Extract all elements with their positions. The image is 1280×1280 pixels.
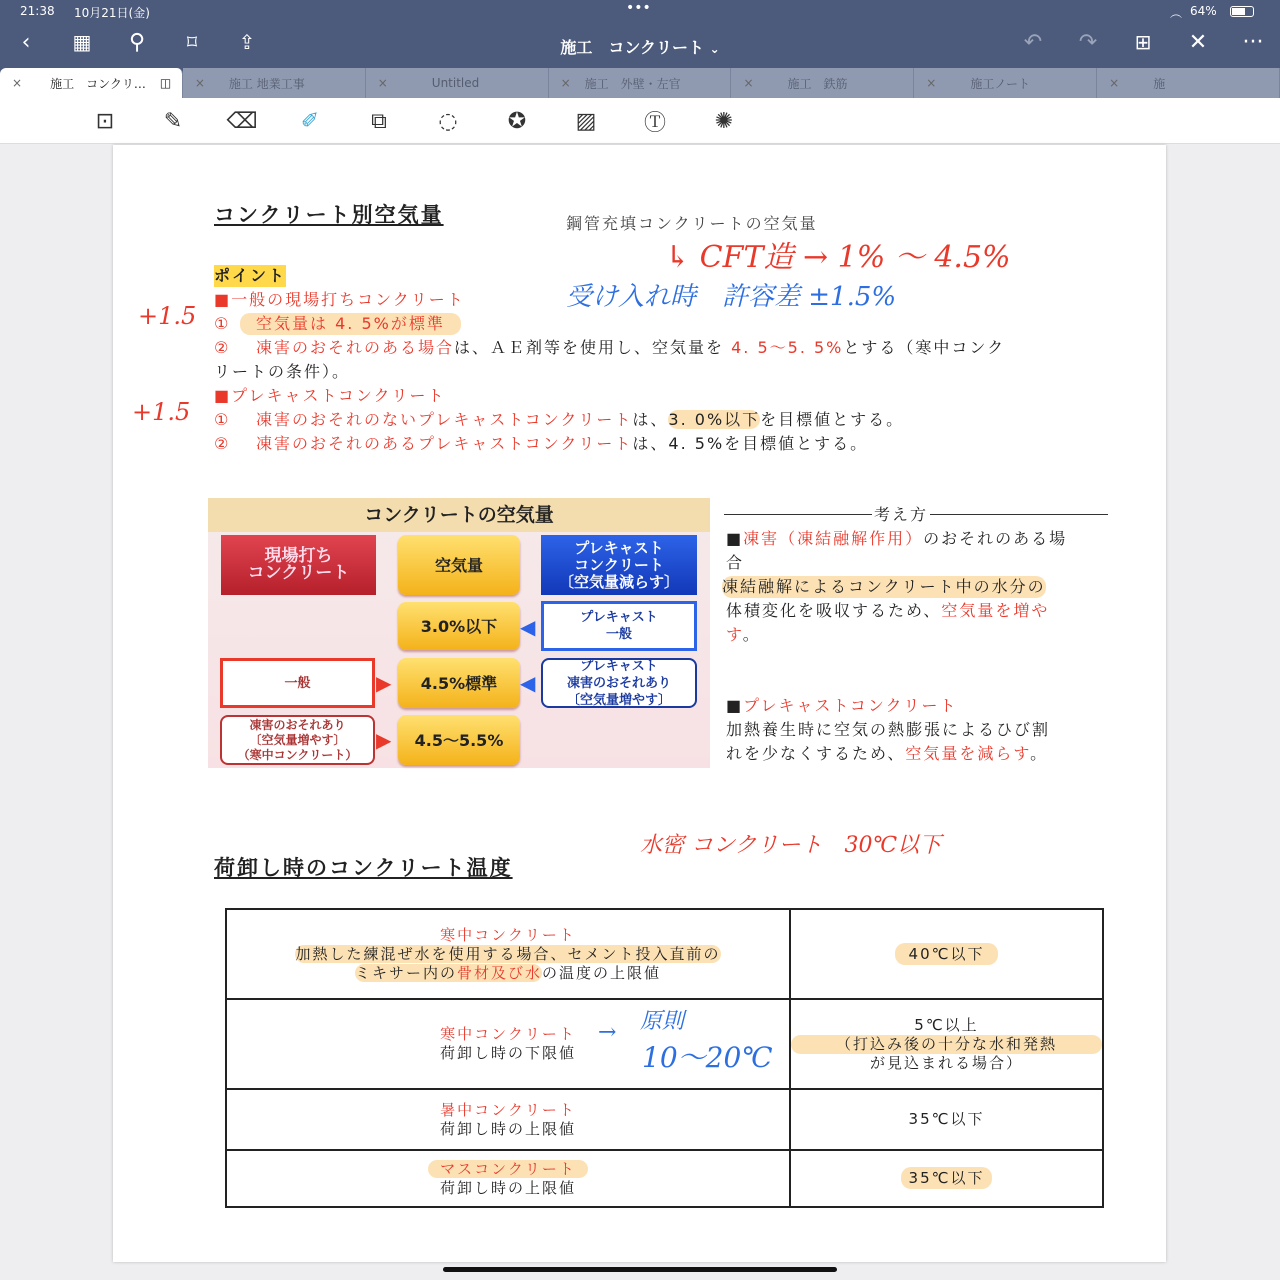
split-view-icon[interactable]: ◫	[159, 76, 172, 90]
thinking-frost-heading: ■凍害（凍結融解作用）のおそれのある場	[726, 529, 1068, 548]
table-cell: 5℃以上 （打込み後の十分な水和発熱 が見込まれる場合）	[790, 999, 1103, 1089]
zoom-window-icon[interactable]: ⊡	[95, 108, 115, 134]
thinking-text: 凍結融解によるコンクリート中の水分の	[722, 577, 1046, 596]
table-row	[226, 1150, 1103, 1207]
subtitle-cft: 鋼管充填コンクリートの空気量	[566, 214, 818, 233]
tab-label: 施工 地業工事	[228, 76, 305, 91]
title-text: 施工 コンクリート	[560, 38, 705, 57]
close-tab-icon[interactable]: ×	[560, 76, 571, 90]
status-date: 10月21日(金)	[74, 6, 150, 20]
tab-label: 施工 外壁・左官	[584, 76, 681, 91]
tab-bar	[0, 68, 1280, 98]
handwritten-tolerance: 受け入れ時 許容差 ±1.5%	[566, 282, 897, 312]
sticker-icon[interactable]: ✪	[507, 108, 527, 134]
item-number: ①	[214, 410, 231, 429]
chevron-down-icon: ⌄	[709, 42, 720, 56]
tool-bar	[0, 98, 1280, 144]
thinking-precast-heading: ■プレキャストコンクリート	[726, 696, 958, 715]
grid-icon[interactable]: ▦	[72, 30, 92, 54]
tab-foundation[interactable]	[183, 68, 366, 98]
handwritten-cft: ↳ CFT造 → 1% 〜 4.5%	[665, 240, 1011, 275]
diagram-onsite: 現場打ち コンクリート	[221, 535, 376, 595]
item-frost-risk: 凍害のおそれのある場合は、ＡＥ剤等を使用し、空気量を 4. 5〜5. 5%とする（寒中コンク	[256, 338, 1006, 357]
point-label: ポイント	[214, 266, 287, 285]
search-icon[interactable]: ⚲	[128, 30, 146, 55]
item-number: ①	[214, 314, 231, 333]
pen-icon[interactable]: ✎	[163, 108, 183, 134]
thinking-text: す。	[726, 625, 761, 644]
tab-untitled[interactable]	[366, 68, 549, 98]
tab-concrete[interactable]	[0, 68, 183, 98]
section-general: ■一般の現場打ちコンクリート	[214, 290, 465, 309]
battery-icon	[1230, 6, 1254, 17]
table-cell: 暑中コンクリート 荷卸し時の上限値	[226, 1089, 790, 1150]
diagram-value-3: 3.0%以下	[398, 602, 520, 650]
item-number: ②	[214, 434, 231, 453]
diagram-precast: プレキャスト コンクリート 〔空気量減らす〕	[541, 535, 697, 595]
close-tab-icon[interactable]: ×	[377, 76, 388, 90]
close-toolbar-icon[interactable]: ✕	[1188, 30, 1208, 55]
diagram-air: 空気量	[398, 535, 520, 595]
table-cell: マスコンクリート 荷卸し時の上限値	[226, 1150, 790, 1207]
status-time: 21:38	[20, 4, 55, 18]
arrow-right-icon: ▶	[376, 671, 392, 695]
handwritten-range: 10〜20℃	[642, 1041, 773, 1074]
heading-temperature: 荷卸し時のコンクリート温度	[214, 856, 513, 880]
tab-more[interactable]	[1097, 68, 1280, 98]
table-cell: 寒中コンクリート 荷卸し時の下限値	[226, 999, 790, 1089]
bookmark-icon[interactable]: ⌑	[186, 30, 198, 54]
diagram-value-range: 4.5〜5.5%	[398, 715, 520, 765]
top-bar	[0, 0, 1280, 98]
arrow-right-icon: ▶	[376, 728, 392, 752]
diagram-general: 一般	[220, 658, 375, 708]
diagram-title: コンクリートの空気量	[208, 498, 710, 532]
item-number: ②	[214, 338, 231, 357]
thinking-title: 考え方	[874, 505, 929, 524]
close-tab-icon[interactable]: ×	[1109, 76, 1120, 90]
back-icon[interactable]: ‹	[21, 30, 31, 55]
tab-label: 施工ノート	[970, 76, 1030, 91]
heading-air-content: コンクリート別空気量	[214, 203, 444, 227]
laser-pointer-icon[interactable]: ✺	[714, 108, 734, 134]
handwritten-plus: +1.5	[138, 302, 197, 330]
eraser-icon[interactable]: ⌫	[226, 108, 258, 134]
table-cell: 40℃以下	[790, 909, 1103, 999]
thinking-text: 体積変化を吸収するため、空気量を増や	[726, 601, 1050, 620]
diagram-precast-general: プレキャスト 一般	[541, 601, 697, 651]
multitask-dots-icon[interactable]: •••	[626, 0, 651, 16]
thinking-text: 加熱養生時に空気の熱膨張によるひび割	[726, 720, 1051, 739]
item-precast-frost: 凍害のおそれのあるプレキャストコンクリートは、4. 5%を目標値とする。	[256, 434, 869, 453]
add-page-icon[interactable]: ⊞	[1134, 30, 1152, 54]
more-icon[interactable]: ···	[1242, 30, 1264, 55]
item-general-standard: 空気量は 4. 5%が標準	[240, 313, 461, 335]
shapes-icon[interactable]: ⧉	[371, 108, 387, 134]
tab-label: Untitled	[431, 76, 480, 90]
home-indicator[interactable]	[443, 1267, 837, 1272]
diagram-value-4-5: 4.5%標準	[398, 658, 520, 708]
thinking-text: れを少なくするため、空気量を減らす。	[726, 744, 1049, 763]
tab-label: 施	[1153, 76, 1166, 91]
air-content-diagram	[208, 498, 710, 768]
lasso-icon[interactable]: ◌	[438, 108, 458, 134]
battery-level: 64%	[1190, 4, 1217, 18]
tab-exterior[interactable]	[549, 68, 732, 98]
redo-icon[interactable]: ↷	[1078, 30, 1098, 55]
share-icon[interactable]: ⇪	[238, 30, 256, 54]
wifi-icon: ︵	[1170, 6, 1183, 20]
table-cell: 35℃以下	[790, 1150, 1103, 1207]
handwritten-plus: +1.5	[132, 398, 191, 426]
tab-notes[interactable]	[914, 68, 1097, 98]
section-precast: ■プレキャストコンクリート	[214, 386, 446, 405]
close-tab-icon[interactable]: ×	[926, 76, 937, 90]
item-frost-risk-cont: リートの条件）。	[214, 362, 351, 381]
item-precast-no-frost: 凍害のおそれのないプレキャストコンクリートは、3. 0%以下を目標値とする。	[256, 410, 905, 429]
table-row	[226, 1089, 1103, 1150]
diagram-precast-frost: プレキャスト 凍害のおそれあり 〔空気量増やす〕	[541, 658, 697, 708]
diagram-frost: 凍害のおそれあり 〔空気量増やす〕 （寒中コンクリート）	[220, 715, 375, 765]
close-tab-icon[interactable]: ×	[12, 76, 23, 90]
close-tab-icon[interactable]: ×	[194, 76, 205, 90]
table-cell: 35℃以下	[790, 1089, 1103, 1150]
handwritten-rule: 原則	[640, 1009, 685, 1034]
text-icon[interactable]: Ⓣ	[643, 110, 666, 136]
table-row	[226, 909, 1103, 999]
tab-label: 施工 鉄筋	[787, 76, 848, 91]
arrow-left-icon: ◀	[520, 671, 536, 695]
image-icon[interactable]: ▨	[575, 108, 597, 134]
table-cell: 寒中コンクリート 加熱した練混ぜ水を使用する場合、セメント投入直前の ミキサー内の骨材及び水の温度の上限値	[226, 909, 790, 999]
arrow-left-icon: ◀	[520, 615, 536, 639]
handwritten-arrow: →	[598, 1020, 617, 1045]
tab-label: 施工 コンクリ…	[50, 76, 146, 91]
thinking-text: 合	[726, 553, 745, 572]
highlighter-icon[interactable]: ✐	[300, 108, 320, 134]
close-tab-icon[interactable]: ×	[743, 76, 754, 90]
undo-icon[interactable]: ↶	[1023, 30, 1043, 55]
handwritten-watertight: 水密 コンクリート 30℃以下	[640, 833, 942, 858]
tab-rebar[interactable]	[731, 68, 914, 98]
